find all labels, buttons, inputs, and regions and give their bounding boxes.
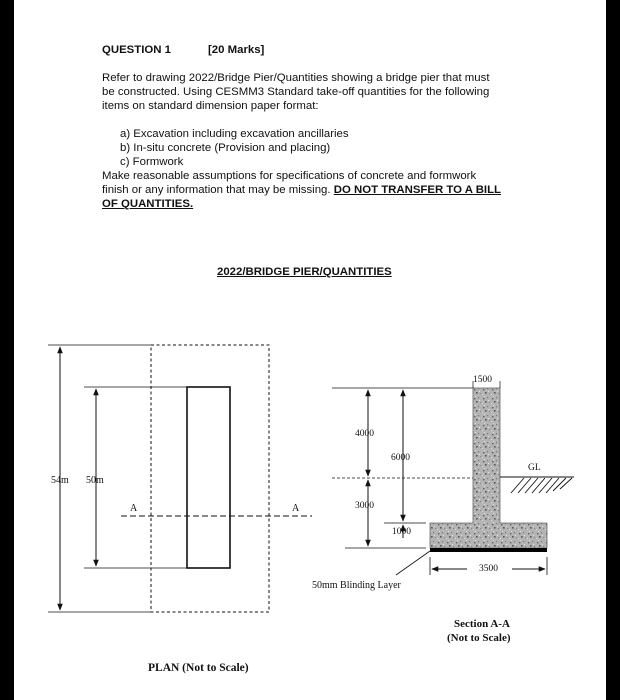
ground-level-label: GL [528,463,541,473]
document-page [14,0,606,700]
question-heading: QUESTION 1 [102,44,171,56]
section-caption-scale: (Not to Scale) [447,632,511,644]
intro-line-3: items on standard dimension paper format: [102,100,319,112]
section-dim-3500-label: 3500 [479,564,498,574]
question-marks: [20 Marks] [208,44,265,56]
note-line-1: Make reasonable assumptions for specifications of concrete and formwork [102,170,477,182]
section-dim-4000-label: 4000 [355,429,374,439]
section-dim-3000-label: 3000 [355,501,374,511]
list-item-formwork: c) Formwork [120,156,184,168]
drawing-title: 2022/BRIDGE PIER/QUANTITIES [217,266,392,278]
ground-level-hatch [500,477,574,493]
instruction-text: DO NOT TRANSFER TO A BILL [333,184,502,196]
blinding-layer-label: 50mm Blinding Layer [312,580,401,591]
plan-dim-54m-label: 54m [51,475,69,486]
blinding-leader [396,551,430,575]
plan-dim-50m-label: 50m [86,475,104,486]
intro-line-2: be constructed. Using CESMM3 Standard take-off quantities for the following [102,86,490,98]
list-item-concrete: b) In-situ concrete (Provision and placing) [120,142,331,154]
plan-pier-outline [187,387,230,568]
plan-excavation-outline [151,345,269,612]
section-caption-title: Section A-A [454,618,510,630]
section-dim-1500-label: 1500 [473,375,492,385]
blinding-layer [430,548,547,552]
section-view [332,381,574,575]
drawing-canvas [14,0,606,700]
intro-line-1: Refer to drawing 2022/Bridge Pier/Quantities showing a bridge pier that must [102,72,490,84]
section-mark-right: A [292,503,300,514]
section-mark-left: A [130,503,138,514]
plan-caption: PLAN (Not to Scale) [148,662,249,674]
instruction-text-cont: OF QUANTITIES. [102,198,194,210]
list-item-excavation: a) Excavation including excavation ancillaries [120,128,349,140]
note-line-2-text: finish or any information that may be missing. [102,184,331,196]
section-dim-6000-label: 6000 [391,453,410,463]
section-dim-1000-label: 1000 [392,527,411,537]
